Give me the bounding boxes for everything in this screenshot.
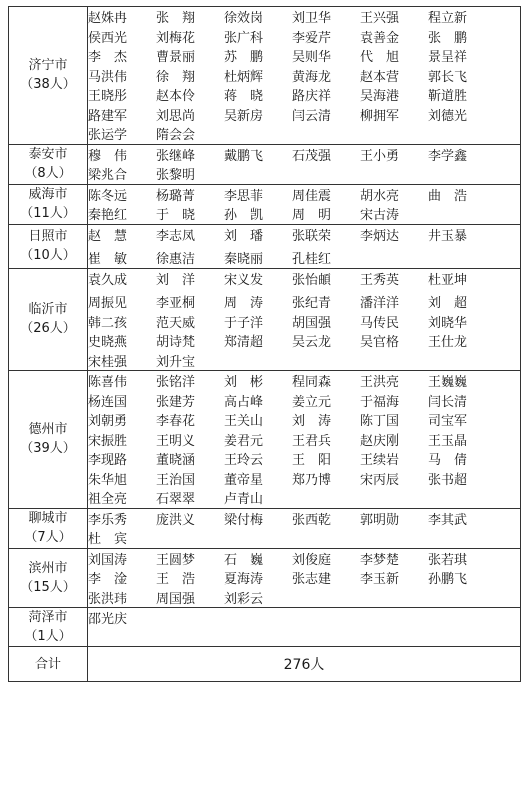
person-name: 刘 洋 <box>156 272 196 288</box>
person-name: 宋桂强 <box>88 354 128 370</box>
city-count: （11人） <box>20 206 76 221</box>
person-name: 刘彩云 <box>224 591 264 607</box>
name-row <box>88 509 520 529</box>
person-name: 李 杰 <box>88 50 128 66</box>
city-count: （15人） <box>20 579 76 595</box>
name-row <box>88 469 520 489</box>
city-group-row <box>9 268 521 371</box>
person-name: 李梦楚 <box>360 552 400 568</box>
name-row <box>88 588 520 608</box>
person-name: 李玉新 <box>360 572 400 588</box>
person-name: 李亚桐 <box>156 296 196 312</box>
person-name: 王明义 <box>156 433 196 449</box>
person-name: 李学鑫 <box>428 148 468 164</box>
person-name: 刘德光 <box>428 108 468 124</box>
person-name: 陈喜伟 <box>88 375 128 391</box>
person-name: 张书超 <box>428 472 468 488</box>
name-row <box>88 608 520 628</box>
person-name: 刘俊庭 <box>292 552 332 568</box>
person-name: 靳道胜 <box>428 89 468 105</box>
city-cell <box>9 508 88 548</box>
person-name: 王 阳 <box>292 453 332 469</box>
person-name: 吴则华 <box>292 50 332 66</box>
person-name: 王兴强 <box>360 11 400 27</box>
person-name: 袁善金 <box>360 30 400 46</box>
city-cell <box>9 548 88 608</box>
person-name: 张 翔 <box>156 11 196 27</box>
person-name: 董晓涵 <box>156 453 196 469</box>
person-name: 王续岩 <box>360 453 400 469</box>
name-row <box>88 430 520 450</box>
name-row <box>88 164 520 184</box>
name-row <box>88 46 520 66</box>
person-name: 范天威 <box>156 315 196 331</box>
person-name: 宋振胜 <box>88 433 128 449</box>
names-cell <box>88 548 521 608</box>
person-name: 郑清超 <box>224 335 264 351</box>
person-name: 赵庆刚 <box>360 433 400 449</box>
person-name: 梁兆合 <box>88 168 128 184</box>
name-row <box>88 145 520 165</box>
name-row <box>88 528 520 548</box>
person-name: 张若琪 <box>428 552 468 568</box>
person-name: 胡水亮 <box>360 188 400 204</box>
person-name: 庞洪义 <box>156 512 196 528</box>
name-row <box>88 124 520 144</box>
person-name: 曹景丽 <box>156 50 196 66</box>
city-name: 菏泽市 <box>28 610 68 625</box>
person-name: 刘 彬 <box>224 375 264 391</box>
person-name: 吴新房 <box>224 108 264 124</box>
person-name: 蒋 晓 <box>224 89 264 105</box>
city-cell <box>9 608 88 647</box>
person-name: 程立新 <box>428 11 468 27</box>
person-name: 张 鹏 <box>428 30 468 46</box>
person-name: 王圆梦 <box>156 552 196 568</box>
person-name: 王秀英 <box>360 272 400 288</box>
person-name: 王治国 <box>156 472 196 488</box>
person-name: 侯西光 <box>88 30 128 46</box>
city-count: （10人） <box>20 248 76 263</box>
person-name: 吴官格 <box>360 335 400 351</box>
city-cell <box>9 224 88 268</box>
city-name: 滨州市 <box>28 560 68 576</box>
city-cell <box>9 268 88 371</box>
person-name: 秦晓丽 <box>224 252 264 268</box>
person-name: 代 旭 <box>360 50 400 66</box>
person-name: 张洪玮 <box>88 591 128 607</box>
name-row <box>88 410 520 430</box>
person-name: 刘卫华 <box>292 11 332 27</box>
name-row <box>88 269 520 289</box>
person-name: 徐效岗 <box>224 11 264 27</box>
city-cell <box>9 371 88 509</box>
city-cell <box>9 184 88 224</box>
person-name: 杜亚坤 <box>428 272 468 288</box>
city-group-row <box>9 371 521 509</box>
person-name: 夏海涛 <box>224 572 264 588</box>
city-cell <box>9 7 88 145</box>
name-row <box>88 27 520 47</box>
city-group-row <box>9 508 521 548</box>
person-name: 王 浩 <box>156 572 196 588</box>
person-name: 李志凤 <box>156 228 196 244</box>
person-name: 马 倩 <box>428 453 468 469</box>
name-row <box>88 7 520 27</box>
person-name: 孔桂红 <box>292 252 332 268</box>
person-name: 黄海龙 <box>292 69 332 85</box>
person-name: 路庆祥 <box>292 89 332 105</box>
name-row <box>88 549 520 569</box>
name-row <box>88 66 520 86</box>
person-name: 高占峰 <box>224 394 264 410</box>
person-name: 邵光庆 <box>88 612 128 628</box>
city-name: 泰安市 <box>28 147 68 162</box>
person-name: 周振见 <box>88 296 128 312</box>
names-cell <box>88 508 521 548</box>
person-name: 宋古涛 <box>360 208 400 224</box>
names-cell <box>88 608 521 647</box>
person-name: 李其武 <box>428 512 468 528</box>
person-name: 刘朝勇 <box>88 414 128 430</box>
name-row <box>88 449 520 469</box>
total-label: 合计 <box>9 647 88 682</box>
person-name: 景呈祥 <box>428 50 468 66</box>
city-cell <box>9 144 88 184</box>
person-name: 胡诗梵 <box>156 335 196 351</box>
person-name: 张志建 <box>292 572 332 588</box>
person-name: 秦艳红 <box>88 208 128 224</box>
city-count: （1人） <box>24 629 72 644</box>
person-name: 张西乾 <box>292 512 332 528</box>
city-name: 威海市 <box>28 187 68 202</box>
person-name: 卢青山 <box>224 492 264 508</box>
person-name: 闫云清 <box>292 108 332 124</box>
person-name: 董帝星 <box>224 472 264 488</box>
person-name: 姜君元 <box>224 433 264 449</box>
names-cell <box>88 7 521 145</box>
name-row <box>88 351 520 371</box>
names-cell <box>88 371 521 509</box>
city-group-row <box>9 144 521 184</box>
name-row <box>88 371 520 391</box>
person-name: 杜炳辉 <box>224 69 264 85</box>
names-cell <box>88 184 521 224</box>
person-name: 梁付梅 <box>224 512 264 528</box>
roster-body <box>9 7 521 682</box>
person-name: 李 淦 <box>88 572 128 588</box>
person-name: 刘升宝 <box>156 354 196 370</box>
person-name: 张联荣 <box>292 228 332 244</box>
person-name: 张怡頔 <box>292 272 332 288</box>
person-name: 祖全亮 <box>88 492 128 508</box>
person-name: 朱华旭 <box>88 472 128 488</box>
person-name: 宋丙辰 <box>360 472 400 488</box>
person-name: 王仕龙 <box>428 335 468 351</box>
person-name: 张铭洋 <box>156 375 196 391</box>
person-name: 袁久成 <box>88 272 128 288</box>
person-name: 刘梅花 <box>156 30 196 46</box>
city-count: （38人） <box>20 77 76 93</box>
name-row <box>88 105 520 125</box>
person-name: 李思菲 <box>224 188 264 204</box>
person-name: 李春花 <box>156 414 196 430</box>
person-name: 刘 超 <box>428 296 468 312</box>
city-group-row <box>9 224 521 268</box>
person-name: 周 涛 <box>224 296 264 312</box>
person-name: 戴鹏飞 <box>224 148 264 164</box>
person-name: 穆 伟 <box>88 148 128 164</box>
name-row <box>88 391 520 411</box>
person-name: 张继峰 <box>156 148 196 164</box>
person-name: 杨璐菁 <box>156 188 196 204</box>
name-row <box>88 85 520 105</box>
person-name: 王玲云 <box>224 453 264 469</box>
person-name: 王关山 <box>224 414 264 430</box>
person-name: 郭明勋 <box>360 512 400 528</box>
total-row <box>9 647 521 682</box>
person-name: 张运学 <box>88 128 128 144</box>
name-row <box>88 331 520 351</box>
person-name: 隋会会 <box>156 128 196 144</box>
city-group-row <box>9 184 521 224</box>
person-name: 司宝军 <box>428 414 468 430</box>
person-name: 李现路 <box>88 453 128 469</box>
city-name: 临沂市 <box>28 302 68 318</box>
person-name: 孙 凯 <box>224 208 264 224</box>
name-row <box>88 185 520 205</box>
city-name: 聊城市 <box>28 511 68 526</box>
person-name: 杜 宾 <box>88 532 128 548</box>
names-cell <box>88 224 521 268</box>
city-count: （8人） <box>24 166 72 181</box>
person-name: 于福海 <box>360 394 400 410</box>
person-name: 石翠翠 <box>156 492 196 508</box>
person-name: 王巍巍 <box>428 375 468 391</box>
person-name: 崔 敏 <box>88 252 128 268</box>
person-name: 曲 浩 <box>428 188 468 204</box>
person-name: 赵姝冉 <box>88 11 128 27</box>
person-name: 石 巍 <box>224 552 264 568</box>
person-name: 于子洋 <box>224 315 264 331</box>
person-name: 刘晓华 <box>428 315 468 331</box>
person-name: 井玉暴 <box>428 228 468 244</box>
person-name: 王小勇 <box>360 148 400 164</box>
person-name: 郑乃博 <box>292 472 332 488</box>
total-value: 276人 <box>88 647 521 682</box>
name-row <box>88 312 520 332</box>
person-name: 王君兵 <box>292 433 332 449</box>
person-name: 吴海港 <box>360 89 400 105</box>
person-name: 史晓燕 <box>88 335 128 351</box>
person-name: 赵 慧 <box>88 228 128 244</box>
person-name: 闫长清 <box>428 394 468 410</box>
city-name: 日照市 <box>28 229 68 244</box>
person-name: 孙鹏飞 <box>428 572 468 588</box>
person-name: 李炳达 <box>360 228 400 244</box>
person-name: 胡国强 <box>292 315 332 331</box>
person-name: 周 明 <box>292 208 332 224</box>
names-cell <box>88 144 521 184</box>
person-name: 李爱芹 <box>292 30 332 46</box>
person-name: 宋义发 <box>224 272 264 288</box>
person-name: 郭长飞 <box>428 69 468 85</box>
person-name: 张黎明 <box>156 168 196 184</box>
name-row <box>88 292 520 312</box>
person-name: 姜立元 <box>292 394 332 410</box>
person-name: 苏 鹏 <box>224 50 264 66</box>
person-name: 王晓彤 <box>88 89 128 105</box>
person-name: 陈冬远 <box>88 188 128 204</box>
person-name: 马传民 <box>360 315 400 331</box>
person-name: 徐惠洁 <box>156 252 196 268</box>
person-name: 潘洋洋 <box>360 296 400 312</box>
person-name: 石茂强 <box>292 148 332 164</box>
name-row <box>88 488 520 508</box>
person-name: 赵本伶 <box>156 89 196 105</box>
city-group-row <box>9 608 521 647</box>
city-group-row <box>9 548 521 608</box>
names-cell <box>88 268 521 371</box>
person-name: 程同森 <box>292 375 332 391</box>
person-name: 周佳震 <box>292 188 332 204</box>
person-name: 吴云龙 <box>292 335 332 351</box>
person-name: 刘 璠 <box>224 228 264 244</box>
person-name: 张广科 <box>224 30 264 46</box>
person-name: 李乐秀 <box>88 512 128 528</box>
name-row <box>88 248 520 268</box>
name-row <box>88 204 520 224</box>
person-name: 张建芳 <box>156 394 196 410</box>
person-name: 张纪青 <box>292 296 332 312</box>
name-row <box>88 225 520 245</box>
person-name: 于 晓 <box>156 208 196 224</box>
person-name: 韩二孩 <box>88 315 128 331</box>
name-row <box>88 568 520 588</box>
city-count: （26人） <box>20 321 76 337</box>
city-name: 德州市 <box>28 422 68 438</box>
person-name: 周国强 <box>156 591 196 607</box>
city-group-row <box>9 7 521 145</box>
person-name: 刘国涛 <box>88 552 128 568</box>
person-name: 刘 涛 <box>292 414 332 430</box>
person-name: 赵本营 <box>360 69 400 85</box>
person-name: 王玉晶 <box>428 433 468 449</box>
person-name: 马洪伟 <box>88 69 128 85</box>
person-name: 陈丁国 <box>360 414 400 430</box>
city-name: 济宁市 <box>28 58 68 74</box>
person-name: 杨连国 <box>88 394 128 410</box>
person-name: 徐 翔 <box>156 69 196 85</box>
person-name: 王洪亮 <box>360 375 400 391</box>
city-count: （7人） <box>24 530 72 545</box>
person-name: 刘思尚 <box>156 108 196 124</box>
award-roster-table <box>8 6 521 682</box>
person-name: 柳拥军 <box>360 108 400 124</box>
person-name: 路建军 <box>88 108 128 124</box>
city-count: （39人） <box>20 441 76 457</box>
